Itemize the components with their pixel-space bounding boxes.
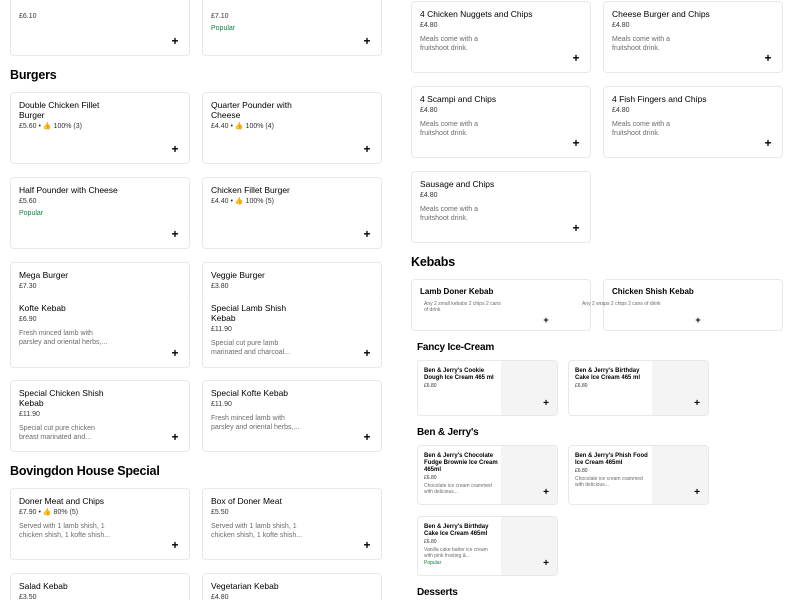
item-price-rating: £4.40 • 👍 100% (5) bbox=[211, 198, 274, 205]
add-icon[interactable]: + bbox=[572, 136, 580, 150]
item-price: £11.90 bbox=[211, 326, 232, 333]
item-name: Chicken Fillet Burger bbox=[211, 185, 290, 195]
item-name: Mega Burger bbox=[19, 270, 69, 280]
add-icon[interactable]: + bbox=[171, 430, 179, 444]
add-icon[interactable]: + bbox=[764, 136, 772, 150]
item-price: £5.60 bbox=[19, 198, 37, 205]
menu-item-card[interactable] bbox=[10, 92, 190, 164]
item-name: Cheese Burger and Chips bbox=[612, 9, 710, 19]
item-name: 4 Chicken Nuggets and Chips bbox=[420, 9, 533, 19]
item-name: Ben & Jerry's Chocolate Fudge Brownie Ice Cream 465ml bbox=[424, 453, 498, 473]
item-description: Served with 1 lamb shish, 1 chicken shish, 1 kofte shish... bbox=[211, 523, 303, 539]
item-price: £3.80 bbox=[211, 283, 229, 290]
add-icon[interactable]: + bbox=[363, 538, 371, 552]
menu-item-card[interactable] bbox=[603, 1, 783, 73]
section-title-ben-and-jerrys: Ben & Jerry's bbox=[417, 427, 479, 438]
item-description: Fresh minced lamb with parsley and oriental herbs,... bbox=[19, 330, 108, 346]
add-icon[interactable]: + bbox=[363, 430, 371, 444]
add-icon[interactable]: + bbox=[543, 487, 549, 498]
add-icon[interactable]: + bbox=[171, 34, 179, 48]
item-price: £6.90 bbox=[19, 316, 37, 323]
item-name: Special Chicken Shish Kebab bbox=[19, 388, 104, 408]
item-description: Meals come with a fruitshoot drink. bbox=[420, 206, 478, 222]
add-icon[interactable]: + bbox=[572, 51, 580, 65]
item-description: Any 2 wraps 2 chips 2 cans of drink bbox=[582, 301, 661, 307]
item-description: Special cut pure chicken breast marinated and... bbox=[19, 425, 95, 441]
item-price-rating: £7.90 • 👍 80% (5) bbox=[19, 509, 79, 516]
thumbs-up-icon: 👍 bbox=[42, 123, 52, 130]
item-price: £6.80 bbox=[424, 383, 437, 389]
add-icon[interactable]: + bbox=[543, 398, 549, 409]
item-price: £3.50 bbox=[19, 594, 37, 600]
section-title-fancy-ice-cream: Fancy Ice-Cream bbox=[417, 342, 495, 353]
item-description: Chocolate ice cream crammed with delicious... bbox=[424, 483, 492, 495]
item-name: Special Kofte Kebab bbox=[211, 388, 289, 398]
item-price: £6.80 bbox=[575, 468, 588, 474]
item-price: £4.80 bbox=[612, 107, 630, 114]
section-title-bovingdon-house-special: Bovingdon House Special bbox=[10, 464, 160, 478]
menu-item-card[interactable] bbox=[202, 573, 382, 600]
add-icon[interactable]: + bbox=[543, 558, 549, 569]
menu-item-card[interactable] bbox=[411, 279, 591, 331]
item-description: Fresh minced lamb with parsley and oriental herbs,... bbox=[211, 415, 300, 431]
item-name: Box of Doner Meat bbox=[211, 496, 282, 506]
menu-item-card[interactable] bbox=[10, 177, 190, 249]
item-name: Doner Meat and Chips bbox=[19, 496, 105, 506]
thumbs-up-icon: 👍 bbox=[234, 198, 244, 205]
menu-item-card[interactable] bbox=[202, 92, 382, 164]
item-name: Ben & Jerry's Birthday Cake Ice Cream 465ml bbox=[424, 524, 489, 537]
popular-badge: Popular bbox=[424, 560, 442, 566]
add-icon[interactable]: + bbox=[363, 34, 371, 48]
add-icon[interactable]: + bbox=[171, 142, 179, 156]
add-icon[interactable]: + bbox=[363, 346, 371, 360]
menu-item-card[interactable] bbox=[582, 279, 783, 331]
item-name: Double Chicken Fillet Burger bbox=[19, 100, 100, 120]
menu-item-card[interactable] bbox=[202, 380, 382, 452]
item-price-rating: £5.60 • 👍 100% (3) bbox=[19, 123, 82, 130]
item-name: Sausage and Chips bbox=[420, 179, 495, 189]
item-name: Kofte Kebab bbox=[19, 303, 66, 313]
add-icon[interactable]: + bbox=[171, 538, 179, 552]
item-name: Ben & Jerry's Phish Food Ice Cream 465ml bbox=[575, 453, 648, 466]
add-icon[interactable]: + bbox=[695, 315, 701, 325]
item-name: Salad Kebab bbox=[19, 581, 68, 591]
item-name: 4 Scampi and Chips bbox=[420, 94, 497, 104]
menu-item-card[interactable] bbox=[417, 445, 558, 505]
add-icon[interactable]: + bbox=[694, 398, 700, 409]
menu-item-card[interactable] bbox=[10, 573, 190, 600]
thumbs-up-icon: 👍 bbox=[234, 123, 244, 130]
menu-item-card[interactable] bbox=[202, 296, 382, 368]
item-price: £6.10 bbox=[19, 13, 37, 20]
item-price: £4.80 bbox=[420, 22, 438, 29]
menu-item-card[interactable] bbox=[10, 0, 190, 56]
item-name: Chicken Shish Kebab bbox=[612, 287, 694, 296]
item-name: Quarter Pounder with Cheese bbox=[211, 100, 292, 120]
item-price-rating: £4.40 • 👍 100% (4) bbox=[211, 123, 274, 130]
section-title-kebabs: Kebabs bbox=[411, 255, 455, 269]
item-price: £6.80 bbox=[575, 383, 588, 389]
add-icon[interactable]: + bbox=[171, 227, 179, 241]
add-icon[interactable]: + bbox=[572, 221, 580, 235]
item-price: £4.80 bbox=[420, 192, 438, 199]
item-description: Meals come with a fruitshoot drink. bbox=[420, 36, 478, 52]
menu-item-card[interactable] bbox=[10, 296, 190, 368]
thumbs-up-icon: 👍 bbox=[42, 509, 52, 516]
item-price: £6.80 bbox=[424, 539, 437, 545]
item-name: Veggie Burger bbox=[211, 270, 265, 280]
popular-badge: Popular bbox=[211, 25, 236, 32]
item-price: £7.30 bbox=[19, 283, 37, 290]
item-description: Special cut pure lamb marinated and charcoal... bbox=[211, 340, 290, 356]
menu-item-card[interactable] bbox=[411, 1, 591, 73]
item-description: Meals come with a fruitshoot drink. bbox=[612, 36, 670, 52]
item-name: Special Lamb Shish Kebab bbox=[211, 303, 287, 323]
item-name: 4 Fish Fingers and Chips bbox=[612, 94, 707, 104]
menu-item-card[interactable] bbox=[411, 86, 591, 158]
add-icon[interactable]: + bbox=[694, 487, 700, 498]
section-title-burgers: Burgers bbox=[10, 68, 57, 82]
add-icon[interactable]: + bbox=[171, 346, 179, 360]
menu-item-card[interactable] bbox=[568, 360, 709, 416]
item-name: Vegetarian Kebab bbox=[211, 581, 279, 591]
add-icon[interactable]: + bbox=[764, 51, 772, 65]
menu-item-card[interactable] bbox=[417, 516, 558, 576]
menu-item-card[interactable] bbox=[202, 488, 382, 560]
menu-item-card[interactable] bbox=[10, 488, 190, 560]
item-description: Served with 1 lamb shish, 1 chicken shish, 1 kofte shish... bbox=[19, 523, 111, 539]
section-title-desserts: Desserts bbox=[417, 587, 458, 598]
item-description: Meals come with a fruitshoot drink. bbox=[612, 121, 670, 137]
menu-item-card[interactable] bbox=[417, 360, 558, 416]
menu-item-card[interactable] bbox=[411, 171, 591, 243]
menu-item-card[interactable] bbox=[10, 380, 190, 452]
item-price: £4.80 bbox=[420, 107, 438, 114]
item-description: Meals come with a fruitshoot drink. bbox=[420, 121, 478, 137]
menu-item-card[interactable] bbox=[603, 86, 783, 158]
add-icon[interactable]: + bbox=[543, 315, 549, 325]
item-name: Ben & Jerry's Cookie Dough Ice Cream 465 ml bbox=[424, 368, 494, 381]
popular-badge: Popular bbox=[19, 210, 44, 217]
item-price: £11.90 bbox=[19, 411, 40, 418]
item-price: £6.80 bbox=[424, 475, 437, 481]
item-name: Ben & Jerry's Birthday Cake Ice Cream 465 ml bbox=[575, 368, 641, 381]
menu-item-card[interactable] bbox=[202, 0, 382, 56]
item-name: Half Pounder with Cheese bbox=[19, 185, 118, 195]
menu-item-card[interactable] bbox=[202, 177, 382, 249]
menu-item-card[interactable] bbox=[568, 445, 709, 505]
item-description: Chocolate ice cream crammed with delicious... bbox=[575, 476, 643, 488]
item-description: Any 2 small kebabs 2 chips 2 cans of drink bbox=[424, 301, 501, 313]
item-price: £11.90 bbox=[211, 401, 232, 408]
item-name: Lamb Doner Kebab bbox=[420, 287, 494, 296]
add-icon[interactable]: + bbox=[363, 227, 371, 241]
item-price: £7.10 bbox=[211, 13, 229, 20]
item-price: £4.80 bbox=[211, 594, 229, 600]
item-description: Vanilla cake batter ice cream with pink frosting &... bbox=[424, 547, 488, 559]
add-icon[interactable]: + bbox=[363, 142, 371, 156]
item-price: £5.50 bbox=[211, 509, 229, 516]
item-price: £4.80 bbox=[612, 22, 630, 29]
